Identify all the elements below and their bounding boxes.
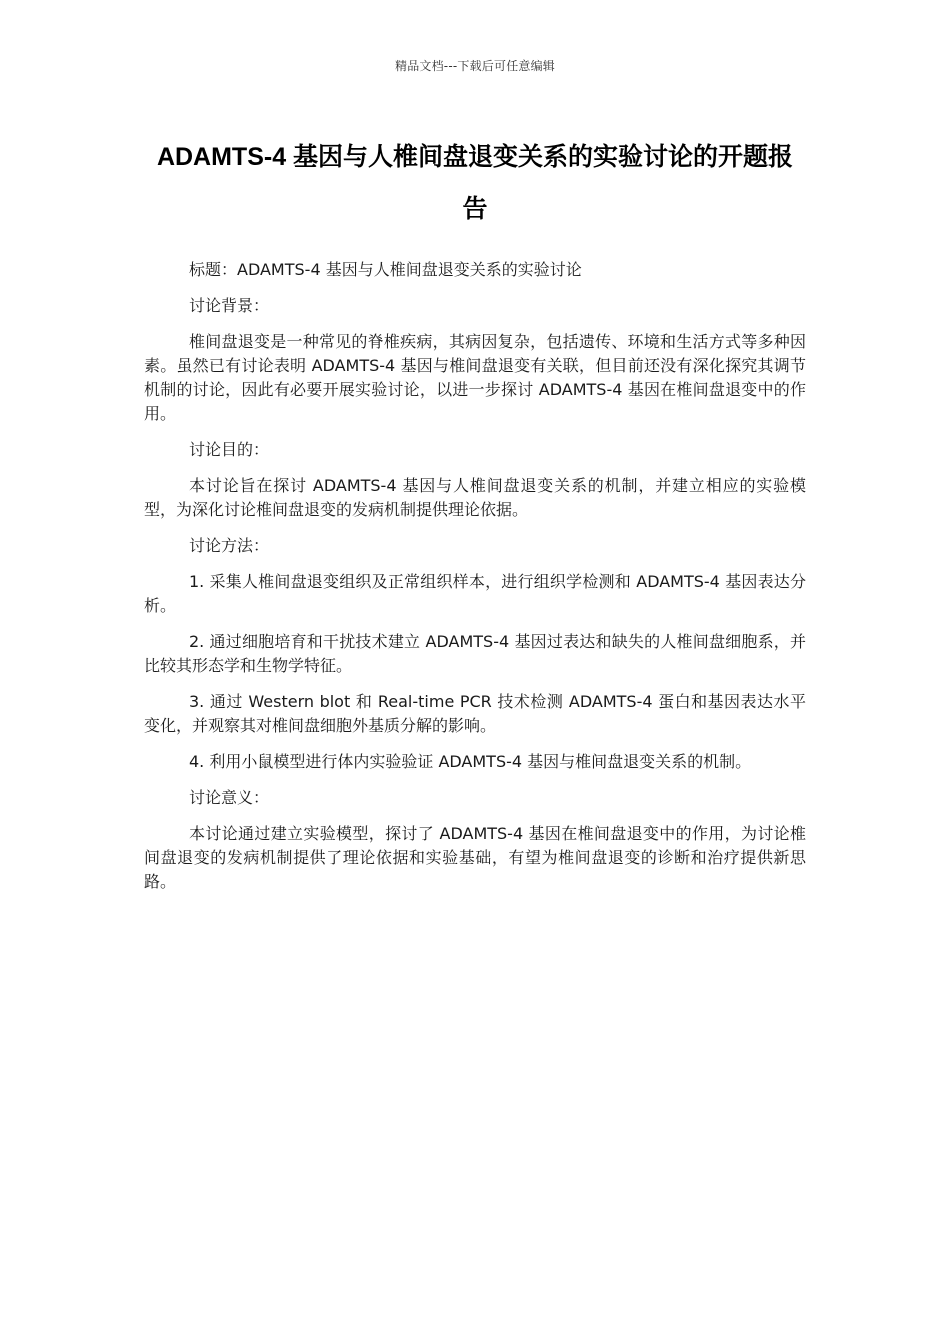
- method-item-1: 1. 采集人椎间盘退变组织及正常组织样本，进行组织学检测和 ADAMTS-4 基因表达分析。: [144, 572, 806, 615]
- method-item-3: 3. 通过 Western blot 和 Real-time PCR 技术检测 ADAMTS-4 蛋白和基因表达水平变化，并观察其对椎间盘细胞外基质分解的影响。: [144, 692, 806, 735]
- significance-heading: 讨论意义：: [189, 788, 270, 807]
- header-note: 精品文档---下载后可任意编辑: [395, 59, 555, 73]
- method-item-4: 4. 利用小鼠模型进行体内实验验证 ADAMTS-4 基因与椎间盘退变关系的机制。: [189, 752, 752, 771]
- document-body: [144, 258, 806, 906]
- method-item-2: 2. 通过细胞培育和干扰技术建立 ADAMTS-4 基因过表达和缺失的人椎间盘细胞系，并比较其形态学和生物学特征。: [144, 632, 806, 675]
- methods-heading: 讨论方法：: [189, 536, 270, 555]
- background-paragraph: 椎间盘退变是一种常见的脊椎疾病，其病因复杂，包括遗传、环境和生活方式等多种因素。虽然已有讨论表明 ADAMTS-4 基因与椎间盘退变有关联，但目前还没有深化探究其调节机制的讨论，因此有必要开展实验讨论，以进一步探讨 ADAMTS-4 基因在椎间盘退变中的作用。: [144, 332, 806, 423]
- purpose-heading: 讨论目的：: [189, 440, 270, 459]
- subject-line: 标题：ADAMTS-4 基因与人椎间盘退变关系的实验讨论: [189, 260, 582, 279]
- purpose-paragraph: 本讨论旨在探讨 ADAMTS-4 基因与人椎间盘退变关系的机制，并建立相应的实验模型，为深化讨论椎间盘退变的发病机制提供理论依据。: [144, 476, 806, 519]
- background-heading: 讨论背景：: [189, 296, 270, 315]
- significance-paragraph: 本讨论通过建立实验模型，探讨了 ADAMTS-4 基因在椎间盘退变中的作用，为讨论椎间盘退变的发病机制提供了理论依据和实验基础，有望为椎间盘退变的诊断和治疗提供新思路。: [144, 824, 806, 891]
- document-title: ADAMTS-4 基因与人椎间盘退变关系的实验讨论的开题报告: [156, 143, 794, 223]
